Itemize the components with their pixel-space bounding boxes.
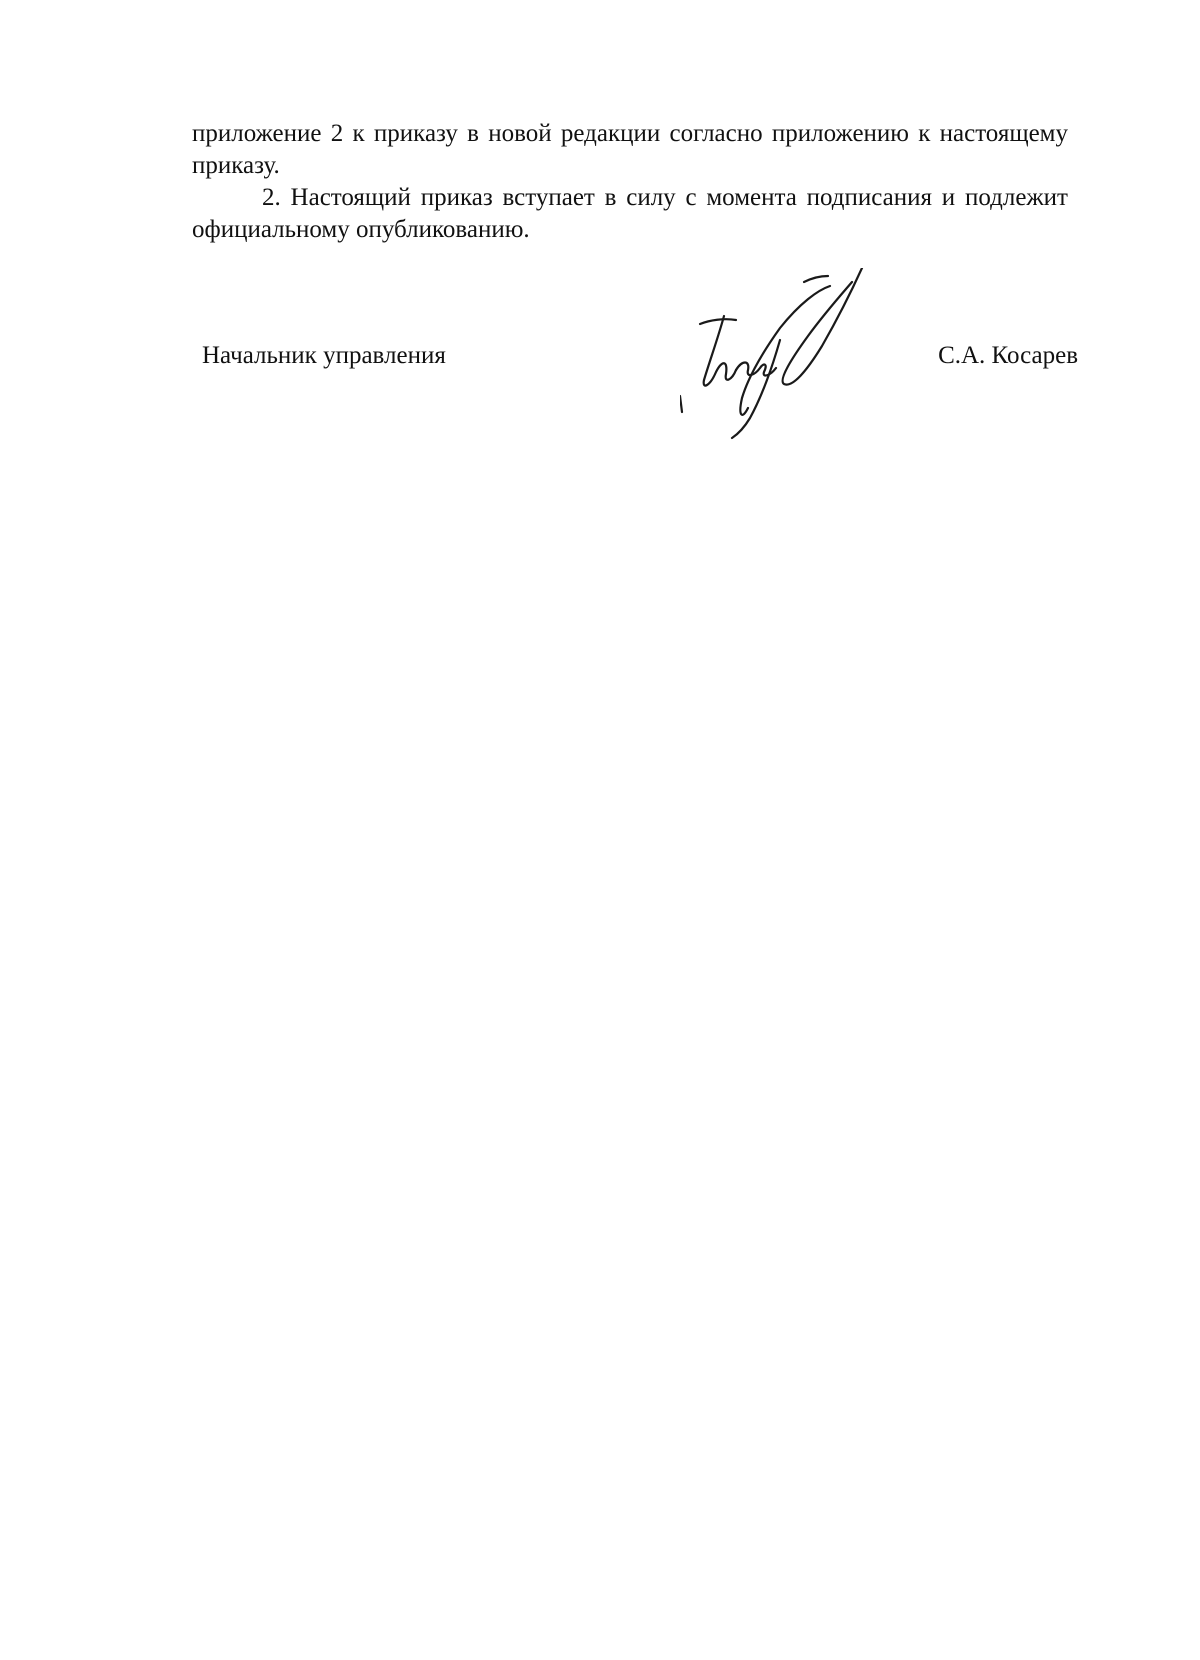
document-body xyxy=(192,118,1068,246)
signatory-name: С.А. Косарев xyxy=(938,342,1078,369)
signature-block xyxy=(0,330,1200,390)
paragraph-effective-date: 2. Настоящий приказ вступает в силу с момента подписания и подлежит официальному опубликованию. xyxy=(192,184,1068,243)
handwritten-signature xyxy=(680,268,920,448)
signatory-position: Начальник управления xyxy=(202,342,446,369)
paragraph-appendix-continuation: приложение 2 к приказу в новой редакции согласно приложению к настоящему приказу. xyxy=(192,120,1068,179)
